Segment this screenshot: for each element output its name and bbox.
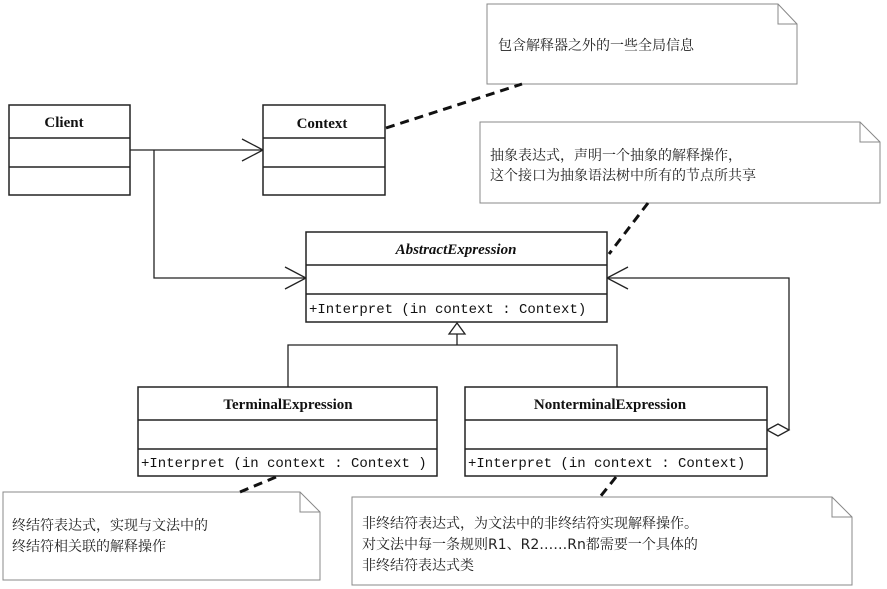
class-name: Client	[44, 115, 84, 131]
class-operation: +Interpret (in context : Context)	[468, 456, 746, 472]
class-name: TerminalExpression	[223, 397, 353, 413]
class-abstract-expression[interactable]	[306, 232, 607, 322]
note-text: 这个接口为抽象语法树中所有的节点所共享	[490, 168, 756, 184]
note-nonterminal	[352, 497, 852, 585]
class-terminal-expression[interactable]	[138, 387, 437, 476]
class-operation: +Interpret (in context : Context )	[141, 456, 427, 472]
class-operation: +Interpret (in context : Context)	[309, 302, 587, 318]
class-client[interactable]	[9, 105, 130, 195]
note-text: 终结符表达式，实现与文法中的	[12, 518, 208, 534]
note-context	[487, 4, 797, 84]
class-nonterminal-expression[interactable]	[465, 387, 767, 476]
note-text: 包含解释器之外的一些全局信息	[498, 38, 694, 54]
note-text: 非终结符表达式类	[362, 558, 474, 574]
note-terminal	[3, 492, 320, 580]
note-abstract	[480, 122, 880, 203]
note-text: 非终结符表达式，为文法中的非终结符实现解释操作。	[362, 516, 698, 532]
class-name: NonterminalExpression	[533, 397, 687, 413]
note-text: 终结符相关联的解释操作	[12, 539, 166, 555]
note-text: 抽象表达式，声明一个抽象的解释操作，	[490, 148, 742, 164]
class-context[interactable]	[263, 105, 385, 195]
class-name: Context	[296, 116, 348, 132]
note-text: 对文法中每一条规则R1、R2……Rn都需要一个具体的	[362, 537, 698, 553]
class-name: AbstractExpression	[395, 242, 517, 258]
